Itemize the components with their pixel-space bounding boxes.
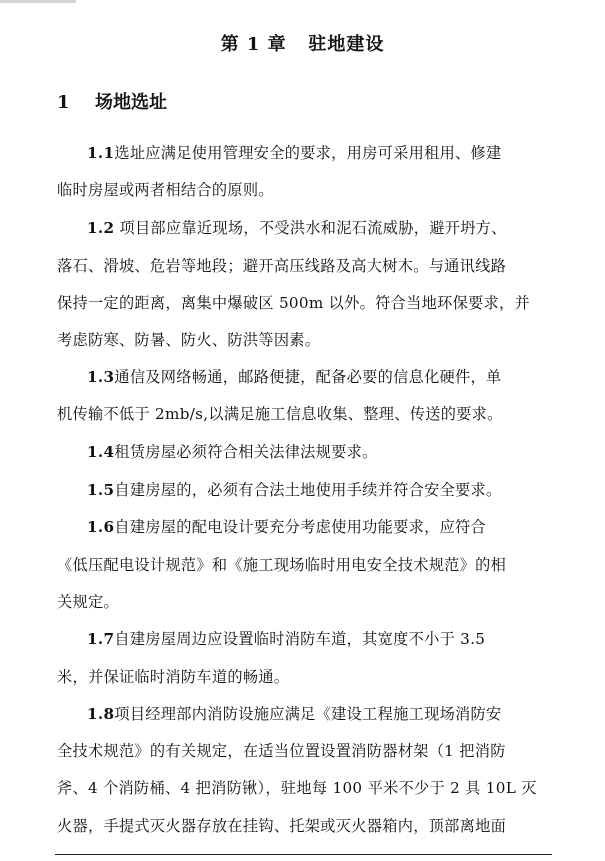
text-line bbox=[57, 330, 320, 350]
line-text: 斧、4 个消防桶、4 把消防锹），驻地每 100 平米不少于 2 具 10L 灭 bbox=[57, 779, 537, 797]
chapter-title: 第 1 章 驻地建设 bbox=[220, 34, 385, 55]
top-strip bbox=[0, 0, 605, 6]
text-line bbox=[57, 404, 503, 424]
line-text: 通信及网络畅通，邮路便捷，配备必要的信息化硬件，单 bbox=[114, 368, 502, 386]
text-line bbox=[57, 667, 289, 687]
text-line bbox=[87, 480, 502, 500]
section-title: 场地选址 bbox=[95, 92, 167, 113]
page-bottom-rule bbox=[55, 854, 552, 855]
text-line bbox=[87, 143, 502, 163]
line-text: 考虑防寒、防暑、防火、防洪等因素。 bbox=[57, 331, 321, 349]
line-text: 临时房屋或两者相结合的原则。 bbox=[57, 181, 274, 199]
text-line bbox=[57, 741, 506, 761]
line-text: 自建房屋周边应设置临时消防车道，其宽度不小于 3.5 bbox=[114, 630, 486, 648]
line-text: 关规定。 bbox=[57, 593, 119, 611]
text-line bbox=[57, 816, 506, 836]
line-text: 租赁房屋必须符合相关法律法规要求。 bbox=[114, 443, 378, 461]
clause-number: 1.4 bbox=[87, 443, 115, 461]
section-heading bbox=[57, 88, 167, 114]
text-line bbox=[87, 218, 507, 238]
scroll-indicator bbox=[0, 0, 76, 3]
line-text: 机传输不低于 2mb/s,以满足施工信息收集、整理、传送的要求。 bbox=[57, 405, 503, 423]
clause-number: 1.8 bbox=[87, 705, 115, 723]
clause-number: 1.2 bbox=[87, 219, 115, 237]
text-line bbox=[87, 704, 502, 724]
line-text: 项目经理部内消防设施应满足《建设工程施工现场消防安 bbox=[114, 705, 502, 723]
text-line bbox=[57, 293, 530, 313]
line-text: 选址应满足使用管理安全的要求，用房可采用租用、修建 bbox=[114, 144, 502, 162]
text-line bbox=[57, 256, 506, 276]
line-text: 项目部应靠近现场，不受洪水和泥石流威胁，避开坍方、 bbox=[114, 219, 507, 237]
clause-number: 1.1 bbox=[87, 144, 115, 162]
clause-number: 1.7 bbox=[87, 630, 115, 648]
clause-number: 1.3 bbox=[87, 368, 115, 386]
line-text: 火器，手提式灭火器存放在挂钩、托架或灭火器箱内，顶部离地面 bbox=[57, 817, 507, 835]
line-text: 自建房屋的，必须有合法土地使用手续并符合安全要求。 bbox=[114, 481, 502, 499]
line-text: 全技术规范》的有关规定，在适当位置设置消防器材架（1 把消防 bbox=[57, 742, 506, 760]
line-text: 米，并保证临时消防车道的畅通。 bbox=[57, 668, 290, 686]
text-line bbox=[87, 517, 486, 537]
text-line bbox=[87, 629, 485, 649]
section-number: 1 bbox=[57, 92, 70, 113]
line-text: 自建房屋的配电设计要充分考虑使用功能要求，应符合 bbox=[114, 518, 487, 536]
line-text: 落石、滑坡、危岩等地段；避开高压线路及高大树木。与通讯线路 bbox=[57, 257, 507, 275]
text-line bbox=[87, 442, 378, 462]
text-line bbox=[87, 367, 502, 387]
text-line bbox=[57, 592, 119, 612]
line-text: 《低压配电设计规范》和《施工现场临时用电安全技术规范》的相 bbox=[57, 556, 507, 574]
clause-number: 1.6 bbox=[87, 518, 115, 536]
text-line bbox=[57, 778, 537, 798]
text-line bbox=[57, 555, 506, 575]
text-line bbox=[57, 180, 274, 200]
clause-number: 1.5 bbox=[87, 481, 115, 499]
line-text: 保持一定的距离，离集中爆破区 500m 以外。符合当地环保要求，并 bbox=[57, 294, 531, 312]
